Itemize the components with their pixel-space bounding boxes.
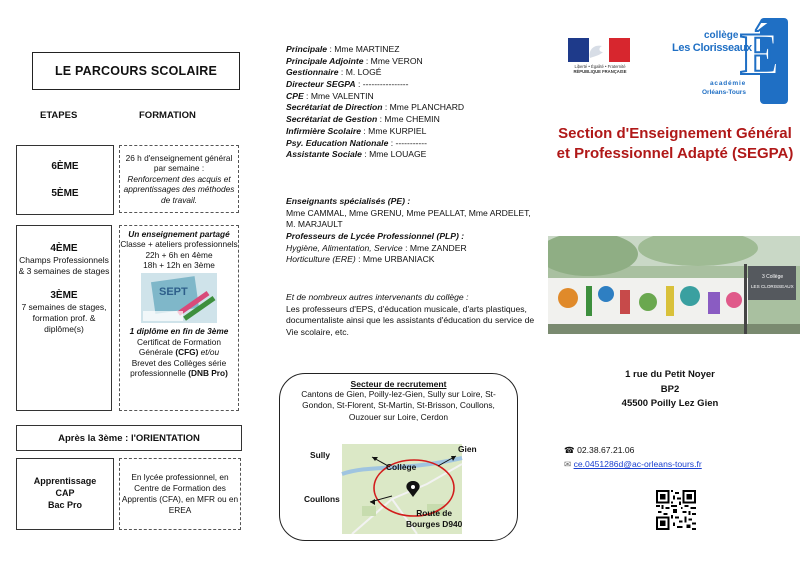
sept-label: SEPT — [159, 286, 188, 299]
others-text: Les professeurs d'EPS, d'éducation musicale, d'arts plastiques, documentaliste ainsi que les assistants d'éducation du service de Vie scolaire, etc. — [286, 303, 535, 338]
secteur-cantons: Cantons de Gien, Poilly-lez-Gien, Sully sur Loire, St-Gondon, St-Florent, St-Martin, St-Brisson, Coullons, Ouzouer sur Loire, Cerdon — [301, 389, 496, 422]
stage-3eme-detail: 7 semaines de stages, formation prof. & diplôme(s) — [21, 302, 107, 335]
contact-block — [564, 443, 702, 471]
plp-line-2: Horticulture (ERE) : Mme URBANIACK — [286, 254, 435, 265]
staff-row: Secrétariat de Gestion : Mme CHEMIN — [286, 114, 440, 125]
secteur-title: Secteur de recrutement — [350, 379, 447, 389]
formation-4-3 — [119, 225, 239, 411]
stage-4eme-detail: Champs Professionnels & 3 semaines de stages — [18, 255, 110, 277]
phone-icon: ☎ — [564, 445, 575, 455]
phone-number: 02.38.67.21.06 — [577, 445, 635, 455]
staff-row: Principale Adjointe : Mme VERON — [286, 55, 423, 66]
staff-row: Principale : Mme MARTINEZ — [286, 44, 400, 54]
parcours-title: LE PARCOURS SCOLAIRE — [32, 52, 240, 90]
map-coullons: Coullons — [304, 494, 340, 504]
secteur-box — [279, 373, 518, 541]
staff-list — [286, 44, 536, 161]
logo-college-name: Les Clorisseaux — [672, 42, 752, 54]
rf-motto: Liberté • Égalité • Fraternité RÉPUBLIQUE FRANÇAISE — [573, 64, 627, 75]
hours-3eme: 18h + 12h en 3ème — [143, 260, 215, 271]
cfg-line: Certificat de Formation Générale (CFG) et/ou — [137, 336, 221, 358]
map-route: Route de Bourges D940 — [406, 508, 463, 529]
email-link[interactable]: ce.0451286d@ac-orleans-tours.fr — [573, 459, 702, 470]
address-city: 45500 Poilly Lez Gien — [621, 398, 719, 410]
staff-row: Infirmière Scolaire : Mme KURPIEL — [286, 125, 427, 136]
stage-3eme: 3ÈME — [50, 290, 78, 302]
mail-icon: ✉ — [564, 459, 572, 470]
staff-row: Psy. Education Nationale : ----------- — [286, 137, 428, 148]
email-line — [564, 457, 702, 471]
logo-college-word: collège — [704, 30, 739, 41]
dnb-line: Brevet des Collèges série professionnelle (DNB Pro) — [130, 357, 228, 378]
sept-illustration — [141, 273, 217, 323]
map-college: Collège — [386, 462, 417, 472]
qr-code — [656, 490, 696, 530]
autres-intervenants — [286, 292, 538, 339]
staff-row: Gestionnaire : M. LOGÉ — [286, 67, 382, 78]
enseignants-block — [286, 196, 538, 266]
staff-row: CPE : Mme VALENTIN — [286, 90, 374, 101]
plp-line-1: Hygiène, Alimentation, Service : Mme ZANDER — [286, 242, 467, 253]
apprentissage-box — [16, 458, 114, 530]
ens-names: Mme CAMMAL, Mme GRENU, Mme PEALLAT, Mme ARDELET, M. MARJAULT — [286, 207, 531, 230]
college-logo — [672, 18, 792, 108]
col-formation: FORMATION — [139, 110, 196, 121]
ens-title: Enseignants spécialisés (PE) : — [286, 196, 411, 206]
cap-label: CAP — [55, 488, 75, 499]
sign-name: LES CLORISSEAUX — [751, 284, 794, 289]
classe-ateliers: Classe + ateliers professionnels — [120, 239, 238, 250]
hours-4eme: 22h + 6h en 4ème — [145, 249, 213, 260]
phone-line — [564, 443, 702, 457]
staff-row: Assistante Sociale : Mme LOUAGE — [286, 149, 427, 160]
formation-hours: 26 h d'enseignement général par semaine : — [125, 153, 233, 174]
enseignement-partage: Un enseignement partagé — [128, 229, 230, 239]
lycee-box: En lycée professionnel, en Centre de Formation des Apprentis (CFA), en MFR ou en EREA — [119, 458, 241, 530]
staff-row: Directeur SEGPA : ---------------- — [286, 79, 409, 90]
formation-renforcement: Renforcement des acquis et apprentissages des méthodes de travail. — [123, 173, 235, 205]
others-title: Et de nombreux autres intervenants du collège : — [286, 292, 469, 302]
orientation-box: Après la 3ème : l'ORIENTATION — [16, 425, 242, 451]
stage-5eme: 5ÈME — [51, 188, 79, 199]
segpa-title: Section d'Enseignement Général et Professionnel Adapté (SEGPA) — [556, 125, 794, 162]
stage-4-3 — [16, 225, 112, 411]
staff-row: Secrétariat de Direction : Mme PLANCHARD — [286, 102, 465, 113]
col-etapes: ETAPES — [40, 110, 78, 121]
map-sully: Sully — [310, 450, 331, 460]
college-photo — [548, 236, 800, 334]
address-street: 1 rue du Petit Noyer — [625, 369, 715, 380]
stage-4eme: 4ÈME — [50, 243, 78, 254]
formation-6-5 — [119, 145, 239, 213]
address-block — [560, 368, 780, 412]
apprentissage-label: Apprentissage — [33, 476, 97, 487]
stage-6-5 — [16, 145, 114, 215]
logo-e-letter: É — [740, 21, 781, 87]
address-bp: BP2 — [660, 383, 680, 395]
bac-pro-label: Bac Pro — [47, 499, 82, 510]
logo-academie: académie — [710, 80, 747, 87]
logo-orleans: Orléans-Tours — [702, 89, 746, 96]
stage-6eme: 6ÈME — [51, 161, 79, 172]
plp-title: Professeurs de Lycée Professionnel (PLP) : — [286, 231, 465, 242]
map-gien: Gien — [458, 444, 477, 454]
diplome-fin-3eme: 1 diplôme en fin de 3ème — [129, 326, 229, 337]
sign-college: 3 Collège — [762, 274, 784, 280]
